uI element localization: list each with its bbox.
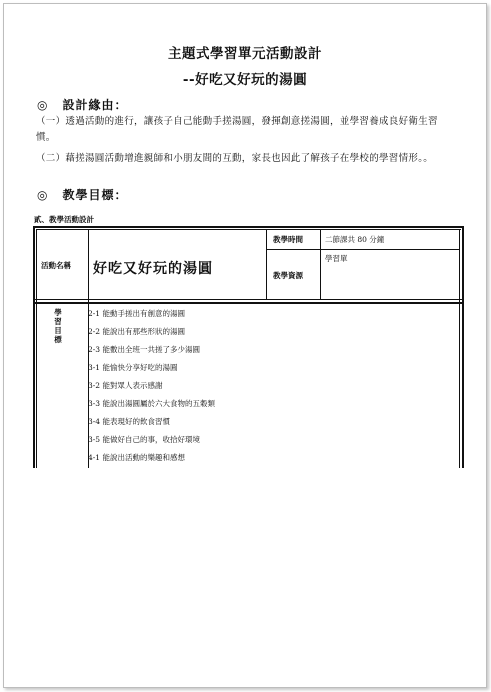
document-page [3, 3, 487, 688]
objective-item: 2-3 能數出全班一共搓了多少湯圓 [88, 345, 200, 354]
table-divider [266, 229, 267, 300]
section-heading-label: 設計緣由： [62, 98, 128, 112]
table-border [36, 229, 461, 230]
section-heading-design-reason [37, 96, 128, 113]
table-border [36, 229, 37, 468]
section-heading-label: 教學目標： [62, 188, 128, 202]
teaching-resource-value: 學習單 [325, 254, 348, 263]
table-border [33, 226, 464, 228]
section-label-activity-design: 貳、教學活動設計 [34, 215, 94, 224]
objective-item: 3-3 能說出湯圓屬於六大食物的五穀類 [88, 399, 215, 408]
table-divider [266, 249, 460, 250]
table-border [459, 229, 460, 468]
objective-item: 3-4 能表現好的飲食習慣 [88, 417, 170, 426]
objective-item: 3-5 能做好自己的事，收拾好環境 [88, 435, 200, 444]
objective-item: 2-2 能說出有那些形狀的湯圓 [88, 327, 185, 336]
learning-objectives-label: 學習目標 [54, 308, 62, 344]
circle-bullet-icon: ◎ [37, 98, 49, 112]
paragraph-2: （二）藉搓湯圓活動增進親師和小朋友間的互動，家長也因此了解孩子在學校的學習情形。。 [36, 153, 434, 164]
table-divider [33, 299, 464, 300]
table-border [462, 226, 464, 468]
teaching-resource-label: 教學資源 [273, 271, 303, 280]
document-subtitle: --好吃又好玩的湯圓 [182, 72, 308, 88]
objective-item: 4-1 能說出活動的樂趣和感想 [88, 453, 185, 462]
activity-design-table [33, 226, 464, 468]
activity-name-label: 活動名稱 [41, 261, 71, 270]
objective-item: 2-1 能動手搓出有創意的湯圓 [88, 309, 185, 318]
document-title: 主題式學習單元活動設計 [168, 46, 322, 62]
objective-item: 3-1 能愉快分享好吃的湯圓 [88, 363, 178, 372]
objective-item: 3-2 能對眾人表示感謝 [88, 381, 163, 390]
activity-name-value: 好吃又好玩的湯圓 [93, 261, 213, 277]
teaching-time-value: 二節課共 80 分鐘 [325, 235, 385, 244]
paragraph-1: （一）透過活動的進行，讓孩子自己能動手搓湯圓，發揮創意搓湯圓，並學習養成良好衛生習慣。 [36, 116, 438, 143]
section-heading-teaching-goals [37, 186, 128, 203]
table-divider [320, 229, 321, 300]
table-border [33, 226, 35, 468]
table-divider [33, 302, 464, 304]
teaching-time-label: 教學時間 [273, 235, 303, 244]
circle-bullet-icon: ◎ [37, 188, 49, 202]
